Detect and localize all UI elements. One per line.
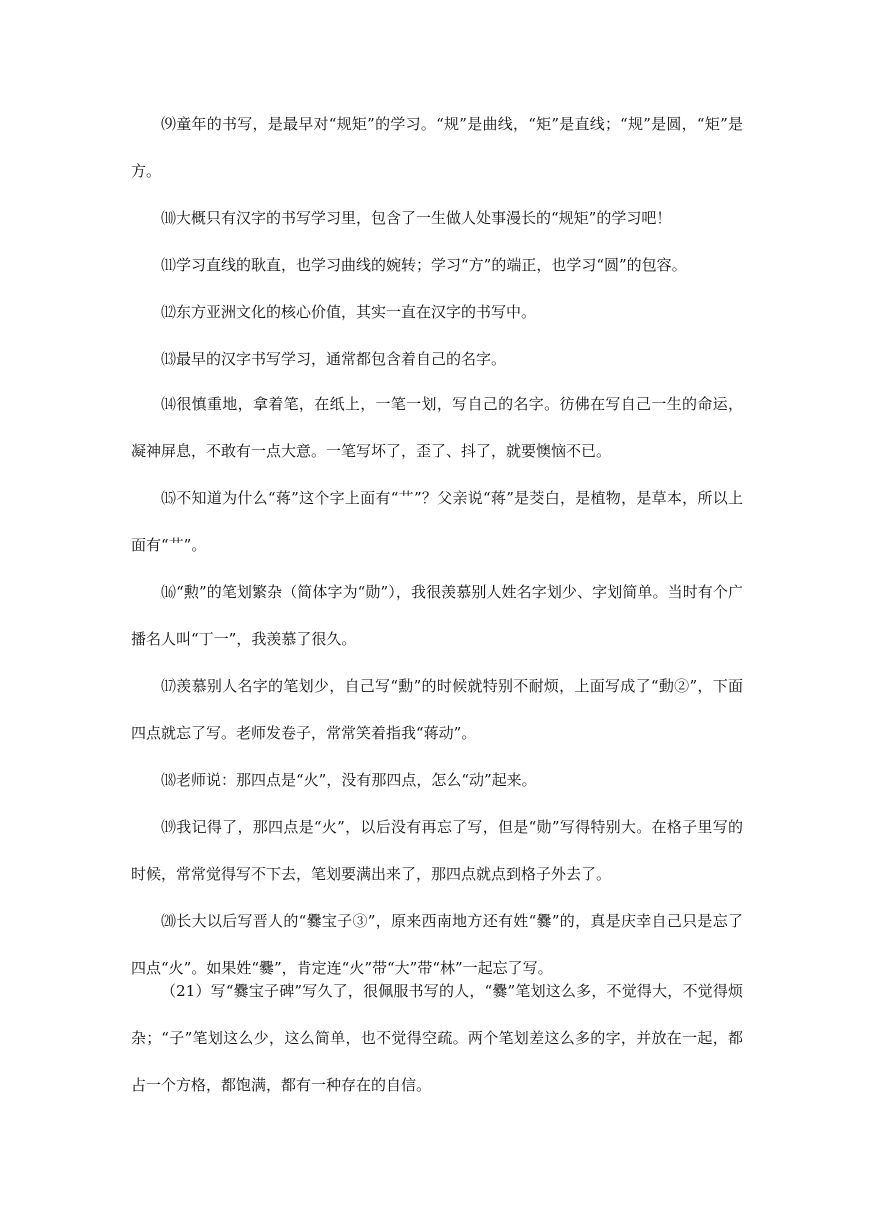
paragraph-15: ⒂不知道为什么“蒋”这个字上面有“艹”？父亲说“蒋”是茭白，是植物，是草本，所以上面有“艹”。 <box>131 489 743 554</box>
paragraph-10: ⑽大概只有汉字的书写学习里，包含了一生做人处事漫长的“规矩”的学习吧！ <box>161 209 672 227</box>
paragraph-11: ⑾学习直线的耿直，也学习曲线的婉转；学习“方”的端正，也学习“圆”的包容。 <box>161 256 687 274</box>
paragraph-18: ⒅老师说：那四点是“火”，没有那四点，怎么“动”起来。 <box>161 771 537 789</box>
paragraph-21: （21）写“爨宝子碑”写久了，很佩服书写的人，“爨”笔划这么多，不觉得大，不觉得烦杂；“子”笔划这么少，这么简单，也不觉得空疏。两个笔划差这么多的字，并放在一起，都占一个方格，都饱满，都有一种存在的自信。 <box>131 982 743 1094</box>
paragraph-12: ⑿东方亚洲文化的核心价值，其实一直在汉字的书写中。 <box>161 303 537 321</box>
paragraph-9: ⑼童年的书写，是最早对“规矩”的学习。“规”是曲线，“矩”是直线；“规”是圆，“矩”是方。 <box>131 115 743 180</box>
paragraph-16: ⒃“勲”的笔划繁杂（简体字为“勋”），我很羡慕别人姓名字划少、字划简单。当时有个广播名人叫“丁一”，我羡慕了很久。 <box>131 583 743 648</box>
paragraph-13: ⒀最早的汉字书写学习，通常都包含着自己的名字。 <box>161 350 507 368</box>
paragraph-14: ⒁很慎重地，拿着笔，在纸上，一笔一划，写自己的名字。彷佛在写自己一生的命运，凝神屏息，不敢有一点大意。一笔写坏了，歪了、抖了，就要懊恼不已。 <box>131 395 743 460</box>
paragraph-19: ⒆我记得了，那四点是“火”，以后没有再忘了写，但是“勋”写得特别大。在格子里写的时候，常常觉得写不下去，笔划要满出来了，那四点就点到格子外去了。 <box>131 818 743 883</box>
paragraph-20: ⒇长大以后写晋人的“爨宝子③”，原来西南地方还有姓“爨”的，真是庆幸自己只是忘了四点“火”。如果姓“爨”，肯定连“火”带“大”带“林”一起忘了写。 <box>131 912 743 977</box>
paragraph-17: ⒄羡慕别人名字的笔划少，自己写“勳”的时候就特别不耐烦，上面写成了“動②”，下面四点就忘了写。老师发卷子，常常笑着指我“蒋动”。 <box>131 677 743 742</box>
